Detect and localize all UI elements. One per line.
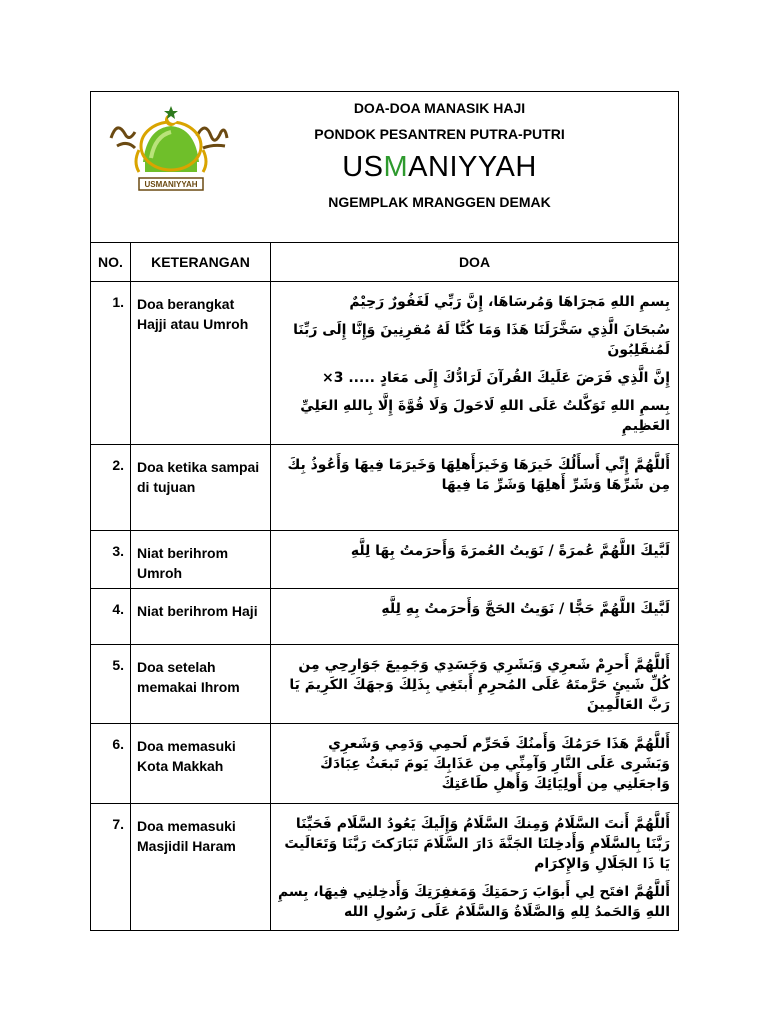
doa-text: أَللَّهُمَّ إِنِّي أَسأَلُكَ خَيرَهَا وَخَيرَأَهلِهَا وَخَيرَمَا فِيهَا وَأَعُوذُ بِكَ مِن شَرِّهَا وَشَرِّ أَهلِهَا وَشَرِّ مَا فِيهَا xyxy=(287,457,671,493)
table-row xyxy=(91,282,679,445)
name-part-1: US xyxy=(342,151,384,183)
row-doa xyxy=(271,645,679,724)
table-row xyxy=(91,645,679,724)
logo-text: USMANIYYAH xyxy=(144,180,198,189)
doa-text: أَللَّهُمَّ هَذَا حَرَمُكَ وَأَمنُكَ فَحَرِّم لَحمِي وَدَمِي وَشَعرِي وَبَشَرِى عَلَى النَّارِ وَآمِنِّي مِن عَذَابِكَ يَومَ تَبعَثُ عِبَادَكَ وَاجعَلنِي مِن أَولِيَائِكَ وَأَهلِ طَاعَتِكَ xyxy=(320,736,671,792)
column-doa: DOA xyxy=(271,243,679,282)
doa-text: لَبَّيكَ اللَّهُمَّ حَجًّا / نَوَيتُ الحَجَّ وَأَحرَمتُ بِهِ لِلَّهِ xyxy=(381,601,671,617)
row-doa xyxy=(271,531,679,589)
institution-name xyxy=(231,150,648,184)
header-cell xyxy=(91,92,679,243)
name-part-3: ANIYYAH xyxy=(408,151,537,183)
column-header-row xyxy=(91,243,679,282)
row-doa xyxy=(271,724,679,804)
row-number: 6. xyxy=(91,724,131,804)
header-row xyxy=(91,92,679,243)
doa-text: أَللَّهُمَّ افتَح لِي أَبوَابَ رَحمَتِكَ وَمَغفِرَتِكَ وَأَدخِلنِي فِيهَا، بِسمِ اللهِ وَالحَمدُ لِلهِ وَالصَّلَاةُ وَالسَّلَامُ عَلَى رَسُولِ الله xyxy=(277,884,671,920)
title-line-1: DOA-DOA MANASIK HAJI xyxy=(353,100,526,116)
row-keterangan: Doa memasuki Masjidil Haram xyxy=(131,804,271,931)
table-row xyxy=(91,724,679,804)
row-keterangan: Niat berihrom Haji xyxy=(131,589,271,645)
row-number: 5. xyxy=(91,645,131,724)
row-keterangan: Niat berihrom Umroh xyxy=(131,531,271,589)
row-doa xyxy=(271,282,679,445)
column-keterangan: KETERANGAN xyxy=(131,243,271,282)
pesantren-logo xyxy=(107,106,233,198)
doa-text: لَبَّيكَ اللَّهُمَّ عُمرَةً / نَوَيتُ العُمرَةَ وَأَحرَمتُ بِهَا لِلَّهِ xyxy=(350,543,671,559)
row-number: 4. xyxy=(91,589,131,645)
table-row xyxy=(91,445,679,531)
doa-text: أَللَّهُمَّ أَحرِمْ شَعرِي وَبَشَرِي وَجَسَدِي وَجَمِيعَ جَوَارِحِي مِن كُلِّ شَيئٍ حَرَّمتَهُ عَلَى المُحرِمِ أَبتَغِي بِذَلِكَ وَجهَكَ الكَرِيمَ يَا رَبَّ العَالَمِينَ xyxy=(289,657,671,713)
table-row xyxy=(91,589,679,645)
row-doa xyxy=(271,804,679,931)
row-doa xyxy=(271,445,679,531)
address-line: NGEMPLAK MRANGGEN DEMAK xyxy=(328,194,551,210)
row-doa xyxy=(271,589,679,645)
doa-text: إِنَّ الَّذِي فَرَضَ عَلَيكَ القُرآنَ لَرَادُّكَ إِلَى مَعَادٍ ..... 3× xyxy=(322,370,671,386)
row-number: 1. xyxy=(91,282,131,445)
row-number: 3. xyxy=(91,531,131,589)
column-no: NO. xyxy=(91,243,131,282)
row-keterangan: Doa berangkat Hajji atau Umroh xyxy=(131,282,271,445)
row-keterangan: Doa memasuki Kota Makkah xyxy=(131,724,271,804)
doa-table xyxy=(90,91,679,931)
doa-text: سُبحَانَ الَّذِي سَخَّرَلَنَا هَذَا وَمَا كُنَّا لَهُ مُقرِنِينَ وَإِنَّا إِلَى رَبِّنَا لَمُنقَلِبُونَ xyxy=(293,322,671,358)
document-sheet xyxy=(90,91,678,931)
name-part-2: M xyxy=(383,151,409,183)
doa-rows xyxy=(91,282,679,931)
table-row xyxy=(91,531,679,589)
doa-text: أَللَّهُمَّ أَنتَ السَّلَامُ وَمِنكَ السَّلَامُ وَإِلَيكَ يَعُودُ السَّلَام فَحَيِّنَا رَبَّنَا بِالسَّلَامِ وَأَدخِلنَا الجَنَّةَ دَارَ السَّلَامَ تَبَارَكتَ رَبَّنَا وَتَعَالَيتَ يَا ذَا الجَلَالِ وَالإِكرَام xyxy=(284,816,671,872)
row-keterangan: Doa ketika sampai di tujuan xyxy=(131,445,271,531)
doa-text: بِسمِ اللهِ تَوَكَّلتُ عَلَى اللهِ لَاحَولَ وَلَا قُوَّةَ إِلَّا بِاللهِ العَلِيِّ العَظِيمِ xyxy=(300,398,671,434)
table-row xyxy=(91,804,679,931)
row-number: 2. xyxy=(91,445,131,531)
row-number: 7. xyxy=(91,804,131,931)
row-keterangan: Doa setelah memakai Ihrom xyxy=(131,645,271,724)
title-block xyxy=(231,100,648,210)
title-line-2: PONDOK PESANTREN PUTRA-PUTRI xyxy=(314,126,565,142)
doa-text: بِسمِ اللهِ مَجرَاهَا وَمُرسَاهَا، إِنَّ رَبِّي لَغَفُورٌ رَحِيْمٌ xyxy=(349,294,671,310)
